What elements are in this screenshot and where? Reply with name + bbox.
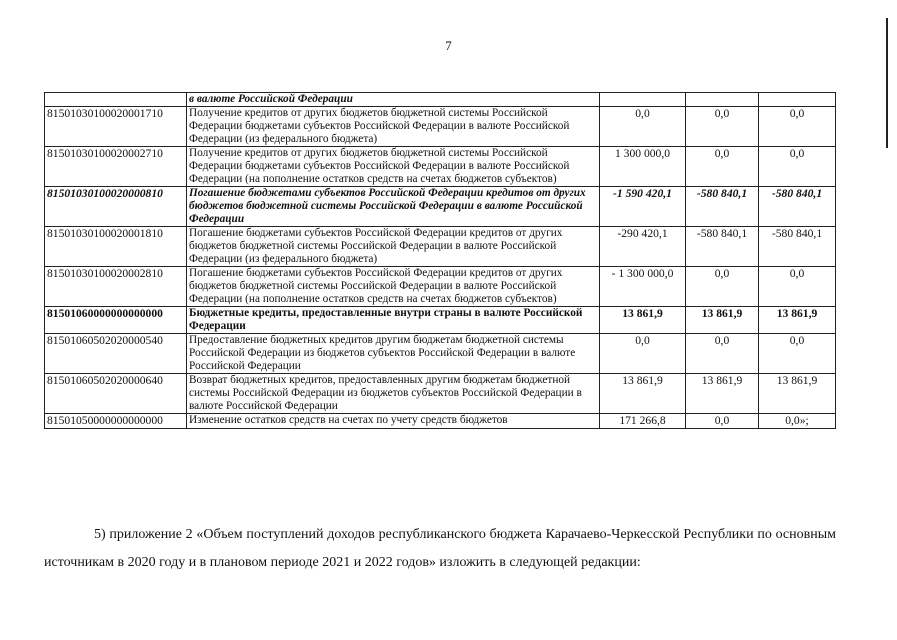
- value-2022-cell: 13 861,9: [759, 307, 836, 334]
- value-2021-cell: 0,0: [686, 107, 759, 147]
- amendment-paragraph: 5) приложение 2 «Объем поступлений доходов республиканского бюджета Карачаево-Черкесской Республики по основным источникам в 2020 году и в плановом периоде 2021 и 2022 годов» изложить в следующей редакции:: [44, 527, 836, 570]
- code-cell: 81501030100020001810: [45, 227, 187, 267]
- desc-cell: Погашение бюджетами субъектов Российской Федерации кредитов от других бюджетов бюджетной системы Российской Федерации в валюте Российской Федерации (на пополнение остатков средств на счетах бюджетов субъектов): [187, 267, 600, 307]
- value-2022-cell: 0,0: [759, 334, 836, 374]
- desc-cell: в валюте Российской Федерации: [187, 93, 600, 107]
- value-2021-cell: 0,0: [686, 267, 759, 307]
- value-2020-cell: 171 266,8: [600, 414, 686, 429]
- desc-cell: Получение кредитов от других бюджетов бюджетной системы Российской Федерации бюджетами субъектов Российской Федерации в валюте Российской Федерации (на пополнение остатков средств на счетах бюджетов субъектов): [187, 147, 600, 187]
- table-row: [45, 93, 836, 107]
- value-2020-cell: 13 861,9: [600, 374, 686, 414]
- value-2021-cell: 13 861,9: [686, 374, 759, 414]
- value-2022-cell: 0,0: [759, 267, 836, 307]
- desc-cell: Бюджетные кредиты, предоставленные внутри страны в валюте Российской Федерации: [187, 307, 600, 334]
- page-number: 7: [445, 38, 452, 53]
- value-2022-cell: 0,0»;: [759, 414, 836, 429]
- value-2021-cell: 0,0: [686, 334, 759, 374]
- desc-cell: Изменение остатков средств на счетах по учету средств бюджетов: [187, 414, 600, 429]
- value-2022-cell: -580 840,1: [759, 187, 836, 227]
- desc-cell: Погашение бюджетами субъектов Российской Федерации кредитов от других бюджетов бюджетной системы Российской Федерации в валюте Российской Федерации: [187, 187, 600, 227]
- value-2022-cell: -580 840,1: [759, 227, 836, 267]
- value-2021-cell: 0,0: [686, 147, 759, 187]
- code-cell: 81501030100020002710: [45, 147, 187, 187]
- table-row: [45, 414, 836, 429]
- value-2020-cell: [600, 93, 686, 107]
- value-2021-cell: 0,0: [686, 414, 759, 429]
- value-2022-cell: [759, 93, 836, 107]
- value-2020-cell: 13 861,9: [600, 307, 686, 334]
- desc-cell: Погашение бюджетами субъектов Российской Федерации кредитов от других бюджетов бюджетной системы Российской Федерации в валюте Российской Федерации (из федерального бюджета): [187, 227, 600, 267]
- value-2021-cell: [686, 93, 759, 107]
- code-cell: 81501030100020001710: [45, 107, 187, 147]
- budget-table: [44, 92, 836, 429]
- code-cell: 81501050000000000000: [45, 414, 187, 429]
- table-row: [45, 334, 836, 374]
- value-2022-cell: 0,0: [759, 107, 836, 147]
- code-cell: 81501060502020000640: [45, 374, 187, 414]
- value-2021-cell: -580 840,1: [686, 227, 759, 267]
- value-2020-cell: 0,0: [600, 334, 686, 374]
- value-2020-cell: 1 300 000,0: [600, 147, 686, 187]
- code-cell: [45, 93, 187, 107]
- code-cell: 81501030100020000810: [45, 187, 187, 227]
- desc-cell: Предоставление бюджетных кредитов другим бюджетам бюджетной системы Российской Федерации из бюджетов субъектов Российской Федерации в валюте Российской Федерации: [187, 334, 600, 374]
- value-2022-cell: 0,0: [759, 147, 836, 187]
- table-row: [45, 107, 836, 147]
- value-2020-cell: -290 420,1: [600, 227, 686, 267]
- code-cell: 81501060502020000540: [45, 334, 187, 374]
- desc-cell: Возврат бюджетных кредитов, предоставленных другим бюджетам бюджетной системы Российской Федерации из бюджетов субъектов Российской Федерации в валюте Российской Федерации: [187, 374, 600, 414]
- table-row: [45, 227, 836, 267]
- code-cell: 81501060000000000000: [45, 307, 187, 334]
- table-row: [45, 147, 836, 187]
- value-2020-cell: - 1 300 000,0: [600, 267, 686, 307]
- value-2021-cell: -580 840,1: [686, 187, 759, 227]
- scan-edge-line: [886, 18, 888, 148]
- value-2021-cell: 13 861,9: [686, 307, 759, 334]
- value-2020-cell: 0,0: [600, 107, 686, 147]
- desc-cell: Получение кредитов от других бюджетов бюджетной системы Российской Федерации бюджетами субъектов Российской Федерации в валюте Российской Федерации (из федерального бюджета): [187, 107, 600, 147]
- value-2022-cell: 13 861,9: [759, 374, 836, 414]
- value-2020-cell: -1 590 420,1: [600, 187, 686, 227]
- table-row: [45, 267, 836, 307]
- table-row: [45, 187, 836, 227]
- table-row: [45, 307, 836, 334]
- code-cell: 81501030100020002810: [45, 267, 187, 307]
- table-row: [45, 374, 836, 414]
